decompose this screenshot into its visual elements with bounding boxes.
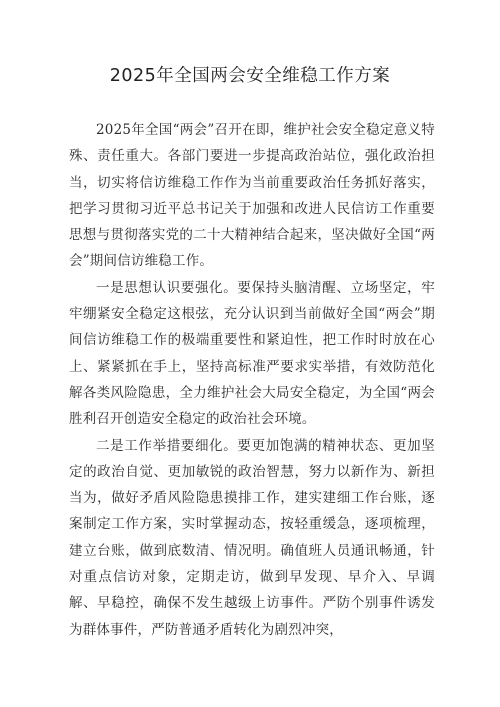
- paragraph-intro: 2025年全国“两会”召开在即，维护社会安全稳定意义特殊、责任重大。各部门要进一步提高政治站位，强化政治担当，切实将信访维稳工作作为当前重要政治任务抓好落实，把学习贯彻习近平总书记关于加强和改进人民信访工作重要思想与贯彻落实党的二十大精神结合起来，坚决做好全国“两会”期间信访维稳工作。: [69, 122, 435, 270]
- paragraph-point-two: 二是工作举措要细化。要更加饱满的精神状态、更加坚定的政治自觉、更加敏锐的政治智慧，努力以新作为、新担当为，做好矛盾风险隐患摸排工作，建实建细工作台账，逐案制定工作方案，实时掌握动态，按轻重缓急，逐项梳理，建立台账，做到底数清、情况明。确值班人员通讯畅通，针对重点信访对象，定期走访，做到早发现、早介入、早调解、早稳控，确保不发生越级上访事件。严防个别事件诱发为群体事件，严防普通矛盾转化为剧烈冲突，: [69, 437, 435, 638]
- document-title: 2025年全国两会安全维稳工作方案: [109, 66, 391, 86]
- document-body: [69, 117, 435, 643]
- paragraph-point-one: 一是思想认识要强化。要保持头脑清醒、立场坚定，牢牢绷紧安全稳定这根弦，充分认识到当前做好全国“两会”期间信访维稳工作的极端重要性和紧迫性，把工作时时放在心上、紧紧抓在手上，坚持高标准严要求实举措，有效防范化解各类风险隐患，全力维护社会大局安全稳定，为全国“两会胜利召开创造安全稳定的政治社会环境。: [69, 279, 435, 428]
